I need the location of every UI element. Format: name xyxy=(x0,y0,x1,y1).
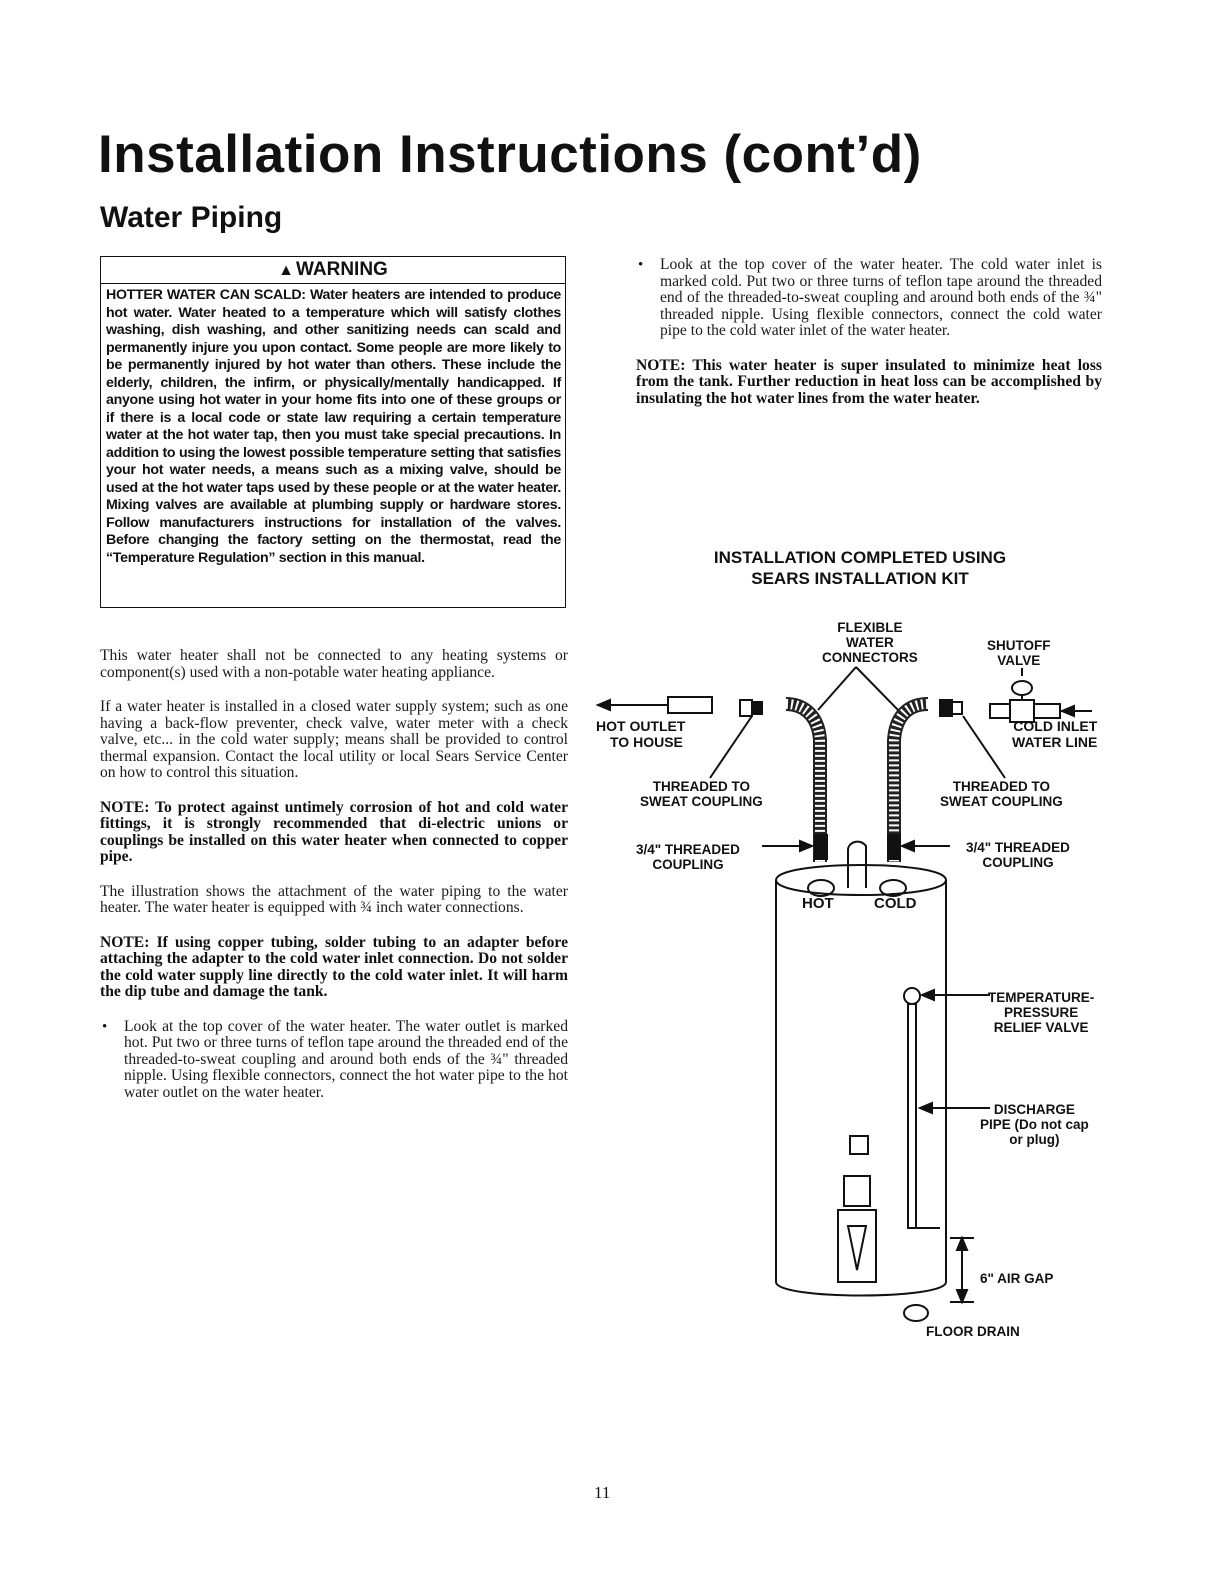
label-discharge-pipe: DISCHARGE PIPE (Do not cap or plug) xyxy=(980,1102,1089,1147)
threaded-coupling-left-icon xyxy=(815,835,827,859)
note-insulation: NOTE: This water heater is super insulated to minimize heat loss from the tank. Further reduction in heat loss can be accomplished by insulating the hot water lines from the water heater. xyxy=(636,356,1102,407)
label-air-gap: 6" AIR GAP xyxy=(980,1271,1054,1286)
water-heater-tank-icon xyxy=(776,865,946,1296)
leader-line xyxy=(963,716,1005,778)
label-threaded-to-sweat-right: THREADED TO SWEAT COUPLING xyxy=(940,779,1063,809)
label-tp-relief-valve: TEMPERATURE- PRESSURE RELIEF VALVE xyxy=(988,990,1095,1035)
label-flexible-connectors: FLEXIBLE WATER CONNECTORS xyxy=(822,620,918,665)
warning-triangle-icon: ▲ xyxy=(278,262,294,279)
label-threaded-coupling-left: 3/4" THREADED COUPLING xyxy=(636,842,740,872)
leader-line xyxy=(856,667,900,712)
warning-label: WARNING xyxy=(296,259,388,280)
paragraph-non-potable: This water heater shall not be connected to any heating systems or component(s) used with a non-potable water heating appliance. xyxy=(100,647,568,681)
label-hot: HOT xyxy=(802,895,834,912)
label-floor-drain: FLOOR DRAIN xyxy=(926,1324,1020,1339)
shutoff-valve-icon xyxy=(990,681,1092,722)
leader-line xyxy=(818,667,856,710)
page-number: 11 xyxy=(594,1483,611,1502)
bullet-dot-icon: • xyxy=(638,257,644,273)
access-panel-icon xyxy=(850,1136,868,1154)
hot-coupling-icon xyxy=(740,700,762,716)
floor-drain-icon xyxy=(904,1305,928,1321)
label-threaded-to-sweat-left: THREADED TO SWEAT COUPLING xyxy=(640,779,763,809)
paragraph-closed-system: If a water heater is installed in a closed water supply system; such as one having a back-flow preventer, check valve, water meter with a check valve, etc... in the cold water supply; means shall be provided to control thermal expansion. Contact the local utility or local Sears Service Center on how to control this situation. xyxy=(100,698,568,781)
bullet-cold-inlet-text: Look at the top cover of the water heater. The cold water inlet is marked cold. Put two or three turns of teflon tape around the threaded end of the threaded-to-sweat coupling and around both ends of the ¾" threaded nipple. Using flexible connectors, connect the cold water pipe to the cold water inlet of the water heater. xyxy=(660,256,1102,339)
label-shutoff-valve: SHUTOFF VALVE xyxy=(987,638,1051,668)
note-dielectric: NOTE: To protect against untimely corrosion of hot and cold water fittings, it is strongly recommended that di-electric unions or couplings be installed on this water heater when connected to copper pipe. xyxy=(100,798,568,865)
warning-text: HOTTER WATER CAN SCALD: Water heaters are intended to produce hot water. Water heated to a temperature which will satisfy clothes washing, dish washing, and other sanitizing needs can scald and permanently injure you upon contact. Some people are more likely to be permanently injured by hot water than others. These include the elderly, children, the infirm, or physically/mentally handicapped. If anyone using hot water in your home fits into one of these groups or if there is a local code or state law requiring a certain temperature water at the hot water tap, then you must take special precautions. In addition to using the lowest possible temperature setting that satisfies your hot water needs, a means such as a mixing valve, should be used at the hot water taps used by these people or at the water heater. Mixing valves are available at plumbing supply or hardware stores. Follow manufacturers instructions for installation of the valves. Before changing the factory setting on the thermostat, read the “Temperature Regulation” section in this manual. xyxy=(106,287,561,566)
hot-outlet-pipe-icon xyxy=(598,697,712,713)
bullet-hot-outlet-text: Look at the top cover of the water heater. The water outlet is marked hot. Put two or three turns of teflon tape around the threaded end of the threaded-to-sweat coupling and around both ends of the ¾" threaded nipple. Using flexible connectors, connect the hot water pipe to the hot water outlet on the water heater. xyxy=(124,1017,568,1101)
note-copper-tubing: NOTE: If using copper tubing, solder tubing to an adapter before attaching the adapter to the cold water inlet connection. Do not solder the cold water supply line directly to the cold water inlet. It will harm the dip tube and damage the tank. xyxy=(100,933,568,1000)
diagram-title-line1: INSTALLATION COMPLETED USING xyxy=(713,548,1007,567)
threaded-coupling-right-icon xyxy=(888,835,900,859)
control-box-icon xyxy=(838,1176,876,1282)
page-title: Installation Instructions (cont’d) xyxy=(98,125,922,184)
diagram-title-line2: SEARS INSTALLATION KIT xyxy=(751,569,969,588)
cold-coupling-icon xyxy=(940,700,962,716)
leader-line xyxy=(710,716,752,778)
label-hot-outlet: HOT OUTLET TO HOUSE xyxy=(596,718,686,750)
label-cold: COLD xyxy=(874,895,917,912)
section-title: Water Piping xyxy=(100,201,283,234)
bullet-dot-icon: • xyxy=(102,1018,108,1035)
label-cold-inlet: COLD INLET WATER LINE xyxy=(1012,718,1098,750)
label-threaded-coupling-right: 3/4" THREADED COUPLING xyxy=(966,840,1070,870)
paragraph-illustration: The illustration shows the attachment of the water piping to the water heater. The water heater is equipped with ¾ inch water connections. xyxy=(100,882,568,916)
